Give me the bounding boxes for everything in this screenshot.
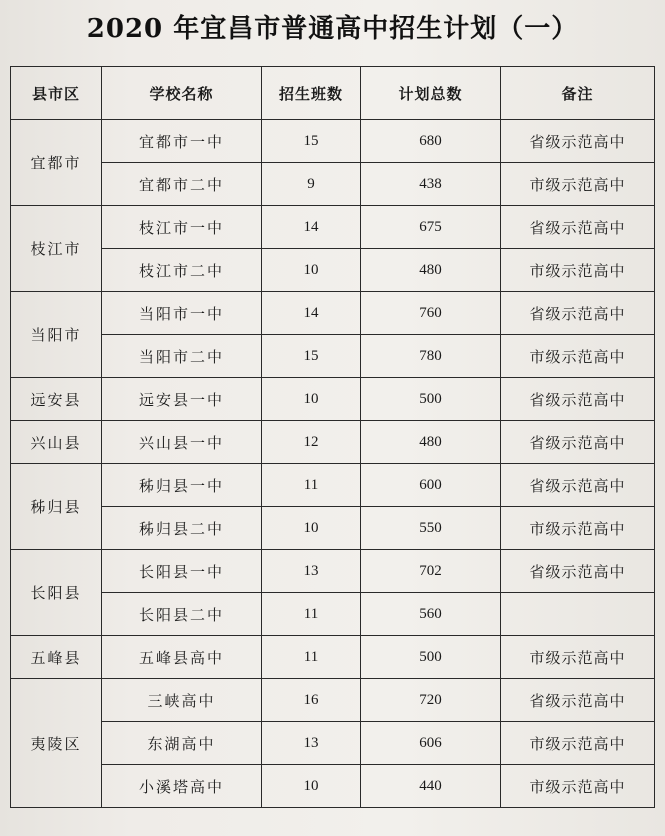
school-name-cell: 秭归县一中 (102, 464, 262, 507)
planned-total-cell: 675 (361, 206, 501, 249)
note-cell: 省级示范高中 (501, 206, 655, 249)
planned-total-cell: 440 (361, 765, 501, 808)
school-name-cell: 宜都市一中 (102, 120, 262, 163)
table-row (11, 249, 655, 292)
planned-total-cell: 480 (361, 249, 501, 292)
school-name-cell: 枝江市一中 (102, 206, 262, 249)
county-cell: 当阳市 (11, 292, 102, 378)
note-cell: 省级示范高中 (501, 679, 655, 722)
county-cell: 兴山县 (11, 421, 102, 464)
planned-total-cell: 500 (361, 378, 501, 421)
county-cell: 远安县 (11, 378, 102, 421)
county-cell: 五峰县 (11, 636, 102, 679)
note-cell: 省级示范高中 (501, 550, 655, 593)
school-name-cell: 长阳县二中 (102, 593, 262, 636)
school-name-cell: 远安县一中 (102, 378, 262, 421)
class-count-cell: 10 (262, 249, 361, 292)
note-cell: 省级示范高中 (501, 120, 655, 163)
school-name-cell: 枝江市二中 (102, 249, 262, 292)
school-name-cell: 当阳市二中 (102, 335, 262, 378)
table-row (11, 550, 655, 593)
table-row (11, 163, 655, 206)
note-cell: 省级示范高中 (501, 292, 655, 335)
note-cell: 市级示范高中 (501, 765, 655, 808)
class-count-cell: 14 (262, 206, 361, 249)
class-count-cell: 13 (262, 722, 361, 765)
table-row (11, 679, 655, 722)
enrollment-plan-table (10, 66, 655, 808)
header-classes: 招生班数 (262, 67, 361, 120)
planned-total-cell: 500 (361, 636, 501, 679)
note-cell: 市级示范高中 (501, 722, 655, 765)
planned-total-cell: 702 (361, 550, 501, 593)
planned-total-cell: 760 (361, 292, 501, 335)
planned-total-cell: 600 (361, 464, 501, 507)
school-name-cell: 长阳县一中 (102, 550, 262, 593)
class-count-cell: 10 (262, 765, 361, 808)
table-row (11, 722, 655, 765)
county-cell: 秭归县 (11, 464, 102, 550)
county-cell: 宜都市 (11, 120, 102, 206)
planned-total-cell: 480 (361, 421, 501, 464)
planned-total-cell: 780 (361, 335, 501, 378)
table-row (11, 464, 655, 507)
class-count-cell: 11 (262, 593, 361, 636)
header-total: 计划总数 (361, 67, 501, 120)
header-note: 备注 (501, 67, 655, 120)
note-cell: 省级示范高中 (501, 378, 655, 421)
note-cell: 市级示范高中 (501, 636, 655, 679)
planned-total-cell: 680 (361, 120, 501, 163)
planned-total-cell: 606 (361, 722, 501, 765)
note-cell: 市级示范高中 (501, 163, 655, 206)
class-count-cell: 13 (262, 550, 361, 593)
table-body (11, 120, 655, 808)
table-row (11, 378, 655, 421)
header-school: 学校名称 (102, 67, 262, 120)
table-row (11, 421, 655, 464)
header-county: 县市区 (11, 67, 102, 120)
page-title: 2020 年宜昌市普通高中招生计划（一） (86, 14, 579, 44)
table-row (11, 593, 655, 636)
school-name-cell: 秭归县二中 (102, 507, 262, 550)
school-name-cell: 宜都市二中 (102, 163, 262, 206)
table-row (11, 507, 655, 550)
class-count-cell: 11 (262, 464, 361, 507)
class-count-cell: 10 (262, 378, 361, 421)
note-cell: 省级示范高中 (501, 464, 655, 507)
note-cell (501, 593, 655, 636)
school-name-cell: 小溪塔高中 (102, 765, 262, 808)
table-row (11, 206, 655, 249)
table-row (11, 335, 655, 378)
class-count-cell: 14 (262, 292, 361, 335)
school-name-cell: 三峡高中 (102, 679, 262, 722)
planned-total-cell: 438 (361, 163, 501, 206)
class-count-cell: 9 (262, 163, 361, 206)
county-cell: 枝江市 (11, 206, 102, 292)
county-cell: 夷陵区 (11, 679, 102, 808)
class-count-cell: 16 (262, 679, 361, 722)
class-count-cell: 11 (262, 636, 361, 679)
note-cell: 省级示范高中 (501, 421, 655, 464)
table-row (11, 120, 655, 163)
note-cell: 市级示范高中 (501, 335, 655, 378)
school-name-cell: 五峰县高中 (102, 636, 262, 679)
table-row (11, 765, 655, 808)
table-row (11, 292, 655, 335)
planned-total-cell: 550 (361, 507, 501, 550)
school-name-cell: 当阳市一中 (102, 292, 262, 335)
county-cell: 长阳县 (11, 550, 102, 636)
planned-total-cell: 560 (361, 593, 501, 636)
note-cell: 市级示范高中 (501, 507, 655, 550)
class-count-cell: 15 (262, 120, 361, 163)
class-count-cell: 10 (262, 507, 361, 550)
planned-total-cell: 720 (361, 679, 501, 722)
school-name-cell: 兴山县一中 (102, 421, 262, 464)
table-header-row (11, 67, 655, 120)
school-name-cell: 东湖高中 (102, 722, 262, 765)
class-count-cell: 12 (262, 421, 361, 464)
class-count-cell: 15 (262, 335, 361, 378)
note-cell: 市级示范高中 (501, 249, 655, 292)
table-row (11, 636, 655, 679)
